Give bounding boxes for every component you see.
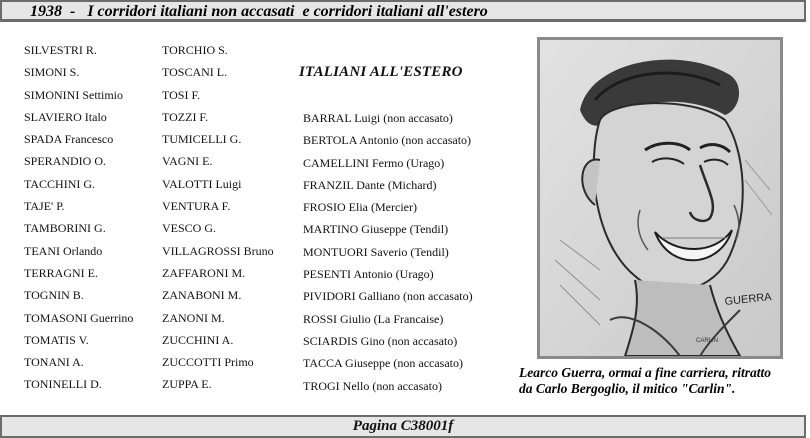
estero-heading: ITALIANI ALL'ESTERO (299, 64, 463, 80)
list-item: TACCHINI G. (24, 176, 96, 191)
list-item: TOGNIN B. (24, 288, 84, 303)
page-title: 1938 - I corridori italiani non accasati e corridori italiani all'estero (30, 3, 488, 20)
rider-column-1 (24, 42, 133, 399)
portrait-small-signature: CARLIN (696, 338, 719, 344)
list-item: SIMONINI Settimio (24, 87, 123, 102)
list-item: TOSCANI L. (162, 65, 228, 80)
list-item: MONTUORI Saverio (Tendil) (303, 244, 449, 259)
estero-list (303, 110, 473, 400)
list-item: ROSSI Giulio (La Francaise) (303, 311, 444, 326)
list-item: ZUCCHINI A. (162, 332, 234, 347)
list-item: ZAFFARONI M. (162, 265, 246, 280)
list-item: TORCHIO S. (162, 43, 228, 57)
list-item: ZANABONI M. (162, 288, 242, 303)
list-item: ZUPPA E. (162, 377, 212, 392)
list-item: TAMBORINI G. (24, 221, 106, 236)
list-item: SCIARDIS Gino (non accasato) (303, 333, 458, 348)
list-item: TONINELLI D. (24, 377, 102, 392)
list-item: TOZZI F. (162, 109, 209, 124)
list-item: FROSIO Elia (Mercier) (303, 200, 417, 215)
list-item: SPERANDIO O. (24, 154, 107, 169)
caption-line-1: Learco Guerra, ormai a fine carriera, ritratto (519, 365, 771, 380)
list-item: FRANZIL Dante (Michard) (303, 177, 437, 192)
title-bar (0, 0, 806, 22)
list-item: MARTINO Giuseppe (Tendil) (303, 222, 449, 237)
list-item: BERTOLA Antonio (non accasato) (303, 133, 472, 148)
list-item: TOMASONI Guerrino (24, 310, 134, 325)
list-item: SIMONI S. (24, 65, 80, 80)
list-item: ZUCCOTTI Primo (162, 355, 254, 370)
list-item: VENTURA F. (162, 199, 231, 214)
list-item: SILVESTRI R. (24, 43, 97, 57)
list-item: SLAVIERO Italo (24, 109, 107, 124)
list-item: PESENTI Antonio (Urago) (303, 267, 434, 282)
list-item: SPADA Francesco (24, 132, 114, 147)
rider-column-2 (162, 42, 274, 399)
portrait-image (537, 37, 783, 359)
list-item: TERRAGNI E. (24, 265, 98, 280)
list-item: TUMICELLI G. (162, 132, 242, 147)
caption-line-2: da Carlo Bergoglio, il mitico "Carlin". (519, 381, 736, 396)
list-item: BARRAL Luigi (non accasato) (303, 111, 453, 125)
list-item: TOMATIS V. (24, 332, 89, 347)
list-item: TROGI Nello (non accasato) (303, 378, 442, 393)
list-item: TONANI A. (24, 355, 84, 370)
page-label: Pagina C38001f (352, 418, 454, 434)
list-item: ZANONI M. (162, 310, 225, 325)
list-item: PIVIDORI Galliano (non accasato) (303, 289, 473, 304)
list-item: CAMELLINI Fermo (Urago) (303, 155, 445, 170)
portrait-caption (519, 365, 809, 397)
list-item: TOSI F. (162, 87, 201, 102)
list-item: VILLAGROSSI Bruno (162, 243, 274, 258)
list-item: TACCA Giuseppe (non accasato) (303, 356, 463, 371)
list-item: VESCO G. (162, 221, 217, 236)
list-item: VALOTTI Luigi (162, 176, 242, 191)
caricature-drawing (540, 40, 780, 356)
footer-bar (0, 415, 806, 438)
portrait-signature: GUERRA (724, 291, 773, 308)
list-item: TAJE' P. (24, 199, 65, 214)
list-item: TEANI Orlando (24, 243, 103, 258)
list-item: VAGNI E. (162, 154, 213, 169)
